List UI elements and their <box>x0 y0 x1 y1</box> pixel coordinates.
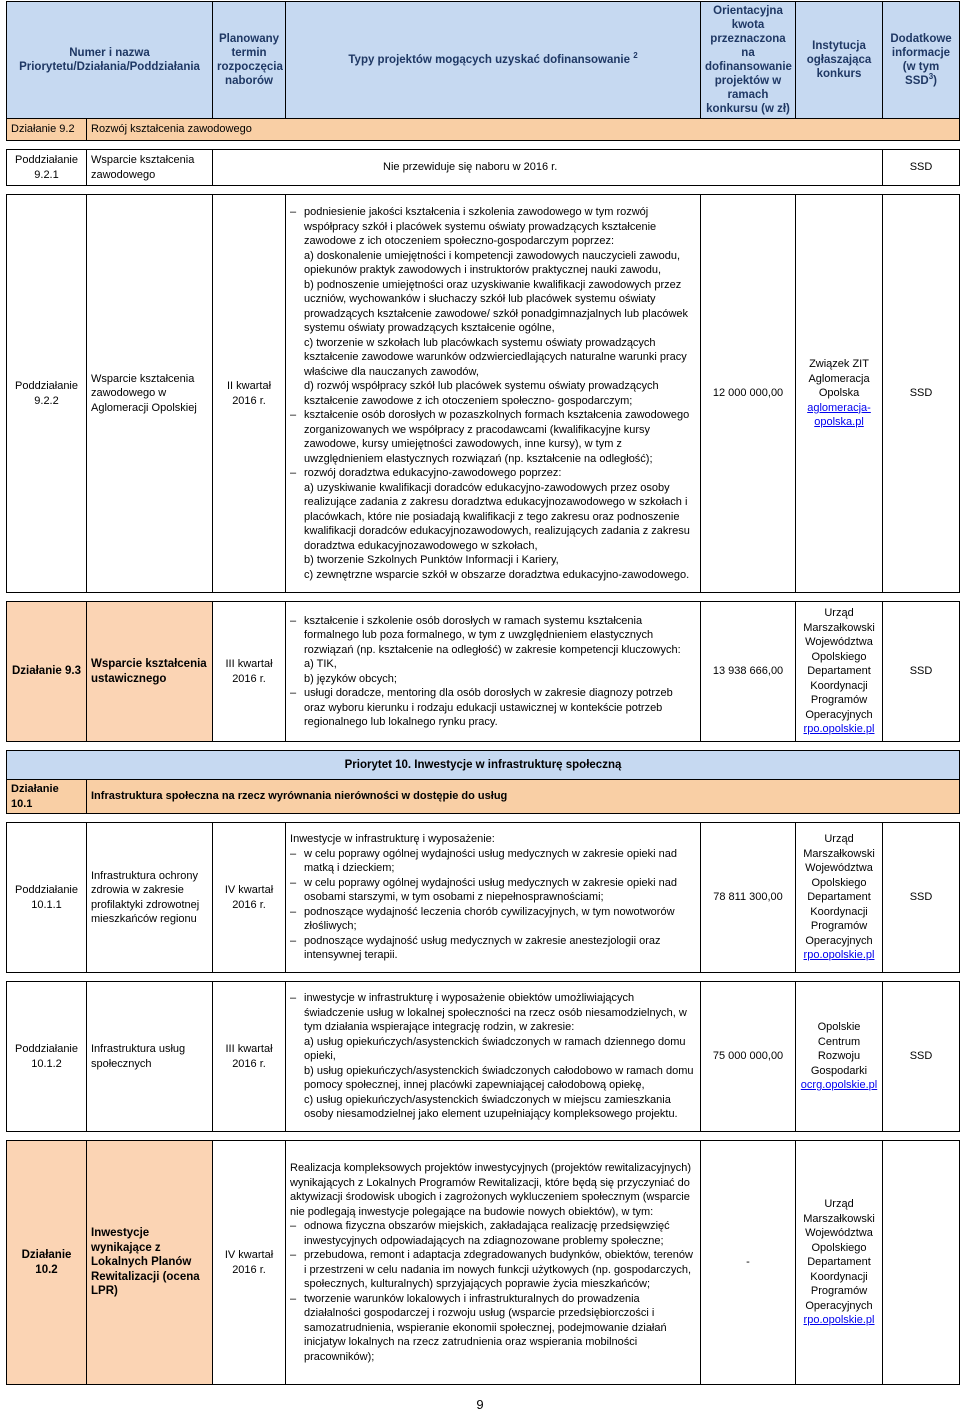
project-types <box>286 602 701 742</box>
list-subitem: a) usług opiekuńczych/asystenckich świadczonych w ramach dziennego domu opieki, <box>304 1035 686 1063</box>
list-subitem: c) usług opiekuńczych/asystenckich świadczonych w miejscu zamieszkania osoby niesamodzielnej jako element uzupełniający kompleksowego projektu. <box>304 1093 678 1121</box>
row-number: Działanie 9.2 <box>7 119 87 141</box>
list-subitem: d) rozwój współpracy szkół lub placówek systemu oświaty prowadzących kształcenie zawodowe z ich otoczeniem społeczno- gospodarczym; <box>304 380 659 407</box>
institution-name: Urząd Marszałkowski Województwa Opolskiego Departament Koordynacji Programów Operacyjnych <box>803 1198 875 1312</box>
list-item: – usługi doradcze, mentoring dla osób dorosłych w zakresie diagnozy potrzeb oraz wyboru kierunku i rodzaju edukacji ustawicznej w kontekście potrzeb regionalnego lub lokalnego rynku pracy. <box>290 686 696 730</box>
list-item: – przebudowa, remont i adaptacja zdegradowanych budynków, obiektów, terenów i przestrzeni w celu nadania im nowych funkcji użytkowych (np. gospodarczych, społecznych, kulturalnych) sprzyjających poprawie życia mieszkańców; <box>290 1248 696 1292</box>
header-project-types-col <box>286 2 701 119</box>
list-item: – odnowa fizyczna obszarów miejskich, zakładająca realizację przedsięwzięć inwestycyjnych odpowiadających na zdiagnozowane problemy społeczne; <box>290 1219 696 1248</box>
funding-schedule-table <box>6 1 960 1385</box>
institution-name: Opolskie Centrum Rozwoju Gospodarki <box>810 1021 868 1077</box>
list-subitem: b) usług opiekuńczych/asystenckich świadczonych całodobowo w ramach domu pomocy społecznej, innej placówki zapewniającej całodobową opiekę, <box>304 1064 694 1092</box>
row-number: Poddziałanie 9.2.1 <box>7 150 87 186</box>
institution-link[interactable]: rpo.opolskie.pl <box>803 949 875 962</box>
amount: 75 000 000,00 <box>701 982 796 1132</box>
amount: 78 811 300,00 <box>701 823 796 973</box>
header-extra-end: ) <box>933 75 937 87</box>
row-title: Infrastruktura społeczna na rzecz wyrównania nierówności w dostępie do usług <box>87 780 960 814</box>
row-title: Inwestycje wynikające z Lokalnych Planów Rewitalizacji (ocena LPR) <box>87 1141 213 1385</box>
project-types <box>286 823 701 973</box>
institution-name: Urząd Marszałkowski Województwa Opolskiego Departament Koordynacji Programów Operacyjnych <box>803 833 875 947</box>
project-types-list <box>290 205 696 582</box>
row-number: Działanie 10.1 <box>7 780 87 814</box>
table-row-dzialanie-9-2 <box>7 119 960 141</box>
list-item: – kształcenie osób dorosłych w pozaszkolnych formach kształcenia zawodowego zorganizowanych we współpracy z pracodawcami (kwalifikacyjne kursy zawodowe, kursy umiejętności zawodowych, inne kursy), w tym z uwzględnieniem elastycznych rozwiązań (np. kształcenie na odległość); <box>290 408 696 466</box>
list-item <box>290 205 696 408</box>
list-subitem: a) uzyskiwanie kwalifikacji doradców edukacyjno-zawodowych przez osoby realizujące zadania z zakresu doradztwa edukacyjnozawodowego w szkołach i placówkach, które nie posiadają kwalifikacji z tego zakresu oraz podnoszenie kwalifikacji doradców edukacyjnozawodowych, realizujących zadania z zakresu doradztwa edukacyjnozawodowego w szkołach, <box>304 481 690 552</box>
list-item: – w celu poprawy ogólnej wydajności usług medycznych w zakresie opieki nad osobami starszymi, w tym osobami z niepełnosprawnościami; <box>290 876 696 905</box>
table-row-poddzialanie-10-1-1 <box>7 823 960 973</box>
project-types <box>286 195 701 593</box>
list-subitem: c) tworzenie w szkołach lub placówkach systemu oświaty prowadzących kształcenie zawodowe warunków odzwierciedlających naturalne warunki pracy właściwe dla nauczanych zawodów, <box>304 336 687 378</box>
list-item-text: rozwój doradztwa edukacyjno-zawodowego poprzez: <box>304 467 562 479</box>
list-item: – w celu poprawy ogólnej wydajności usług medycznych w zakresie opieki nad matką i dzieckiem; <box>290 847 696 876</box>
project-types-list <box>290 847 696 963</box>
row-title: Wsparcie kształcenia ustawicznego <box>87 602 213 742</box>
institution <box>796 602 883 742</box>
project-types-list <box>290 991 696 1122</box>
project-types-intro: Inwestycje w infrastrukturę i wyposażenie: <box>290 833 495 846</box>
priority-title: Priorytet 10. Inwestycje w infrastrukturę społeczną <box>7 751 960 780</box>
header-institution-col: Instytucja ogłaszająca konkurs <box>796 2 883 119</box>
table-header-row <box>7 2 960 119</box>
institution-link[interactable]: aglomeracja-opolska.pl <box>807 401 871 429</box>
row-title: Wsparcie kształcenia zawodowego w Aglomeracji Opolskiej <box>87 195 213 593</box>
row-number: Poddziałanie 10.1.2 <box>7 982 87 1132</box>
amount: - <box>701 1141 796 1385</box>
list-item <box>290 614 696 687</box>
list-subitem: c) zewnętrzne wsparcie szkół w obszarze doradztwa edukacyjno-zawodowego. <box>304 568 690 581</box>
row-number: Działanie 9.3 <box>7 602 87 742</box>
project-types-list <box>290 1219 696 1364</box>
start-date: III kwartał 2016 r. <box>213 982 286 1132</box>
amount: 13 938 666,00 <box>701 602 796 742</box>
header-priority-col: Numer i nazwa Priorytetu/Działania/Poddziałania <box>7 2 213 119</box>
table-row-dzialanie-9-3 <box>7 602 960 742</box>
list-subitem: b) podnoszenie umiejętności oraz uzyskiwanie kwalifikacji zawodowych przez uczniów, wychowanków i słuchaczy szkół lub placówek systemu oświaty prowadzących kształcenie zawodowe/ szkół ponadgimnazjalnych lub placówek systemu oświaty prowadzących kształcenie ogólne, <box>304 278 689 334</box>
list-item: – podnoszące wydajność usług medycznych w zakresie anestezjologii oraz intensywnej terapii. <box>290 934 696 963</box>
extra-info: SSD <box>883 982 960 1132</box>
table-row-dzialanie-10-1 <box>7 780 960 814</box>
row-title: Infrastruktura ochrony zdrowia w zakresie profilaktyki zdrowotnej mieszkańców regionu <box>87 823 213 973</box>
no-call-note: Nie przewiduje się naboru w 2016 r. <box>213 150 883 186</box>
header-start-date-col: Planowany termin rozpoczęcia naborów <box>213 2 286 119</box>
institution-link[interactable]: rpo.opolskie.pl <box>803 1314 875 1327</box>
start-date: IV kwartał 2016 r. <box>213 1141 286 1385</box>
list-item <box>290 466 696 582</box>
start-date: III kwartał 2016 r. <box>213 602 286 742</box>
project-types-list <box>290 614 696 730</box>
extra-info: SSD <box>883 195 960 593</box>
list-item-text: kształcenie i szkolenie osób dorosłych w ramach systemu kształcenia formalnego lub poza formalnego, w tym z uwzględnieniem elastycznych rozwiązań (np. kształcenie na odległość) w zakresie kompetencji kluczowych: <box>304 614 681 656</box>
header-extra-info-col <box>883 2 960 119</box>
header-extra-text: Dodatkowe informacje (w tym SSD <box>890 33 952 87</box>
funding-schedule-table-page <box>6 1 959 1385</box>
list-subitem: b) języków obcych; <box>304 672 397 685</box>
list-subitem: a) doskonalenie umiejętności i kompetencji zawodowych nauczycieli zawodu, opiekunów praktyk zawodowych i instruktorów praktycznej nauki zawodu, <box>304 249 681 276</box>
extra-info: SSD <box>883 150 960 186</box>
footnote-2: 2 <box>633 51 638 61</box>
start-date: IV kwartał 2016 r. <box>213 823 286 973</box>
row-number: Działanie 10.2 <box>7 1141 87 1385</box>
project-types <box>286 982 701 1132</box>
table-row-poddzialanie-9-2-2 <box>7 195 960 593</box>
institution-name: Urząd Marszałkowski Województwa Opolskiego Departament Koordynacji Programów Operacyjnych <box>803 607 875 721</box>
project-types-intro: Realizacja kompleksowych projektów inwestycyjnych (projektów rewitalizacyjnych) wynikających z Lokalnych Programów Rewitalizacji, które będą się przyczyniać do aktywizacji środowisk ubogich i zagrożonych wykluczeniem społecznym (wsparcie nie podlegają inwestycje polegające na budowie nowych obiektów), w tym: <box>290 1162 692 1218</box>
table-row-dzialanie-10-2 <box>7 1141 960 1385</box>
header-project-types-text: Typy projektów mogących uzyskać dofinansowanie <box>348 54 630 66</box>
institution <box>796 982 883 1132</box>
footnote-3: 3 <box>928 72 934 82</box>
list-item <box>290 991 696 1122</box>
page-number: 9 <box>476 1397 484 1412</box>
institution-name: Związek ZIT Aglomeracja Opolska <box>808 358 870 400</box>
extra-info: SSD <box>883 823 960 973</box>
table-row-priorytet-10 <box>7 751 960 780</box>
table-row-poddzialanie-10-1-2 <box>7 982 960 1132</box>
list-item: – podnoszące wydajność leczenia chorób cywilizacyjnych, w tym nowotworów złośliwych; <box>290 905 696 934</box>
list-item-text: inwestycje w infrastrukturę i wyposażenie obiektów umożliwiających świadczenie usług w lokalnej społeczności na rzecz osób niesamodzielnych, w tym działania wspierające integrację rodzin, w zakresie: <box>304 992 687 1034</box>
institution-link[interactable]: ocrg.opolskie.pl <box>800 1079 878 1092</box>
list-subitem: a) TIK, <box>304 658 337 670</box>
row-number: Poddziałanie 9.2.2 <box>7 195 87 593</box>
row-title: Wsparcie kształcenia zawodowego <box>87 150 213 186</box>
extra-info <box>883 1141 960 1385</box>
institution-link[interactable]: rpo.opolskie.pl <box>803 723 875 736</box>
table-row-poddzialanie-9-2-1 <box>7 150 960 186</box>
institution <box>796 1141 883 1385</box>
project-types <box>286 1141 701 1385</box>
list-item-text: podniesienie jakości kształcenia i szkolenia zawodowego w tym rozwój współpracy szkół i placówek systemu oświaty prowadzących kształcenie zawodowe z ich otoczeniem społeczno-gospodarczym poprzez: <box>304 206 657 247</box>
row-title: Infrastruktura usług społecznych <box>87 982 213 1132</box>
start-date: II kwartał 2016 r. <box>213 195 286 593</box>
header-amount-col: Orientacyjna kwota przeznaczona na dofinansowanie projektów w ramach konkursu (w zł) <box>701 2 796 119</box>
extra-info: SSD <box>883 602 960 742</box>
institution <box>796 823 883 973</box>
row-title: Rozwój kształcenia zawodowego <box>87 119 960 141</box>
row-number: Poddziałanie 10.1.1 <box>7 823 87 973</box>
list-subitem: b) tworzenie Szkolnych Punktów Informacji i Kariery, <box>304 554 559 566</box>
institution <box>796 195 883 593</box>
amount: 12 000 000,00 <box>701 195 796 593</box>
list-item: – tworzenie warunków lokalowych i infrastrukturalnych do prowadzenia działalności gospodarczej i rozwoju usług (wsparcie przedsiębiorczości i samozatrudnienia, wspieranie ekonomii społecznej, podejmowanie działań inicjatyw lokalnych na rzecz zatrudnienia oraz wspierania mobilności pracowników); <box>290 1292 696 1365</box>
